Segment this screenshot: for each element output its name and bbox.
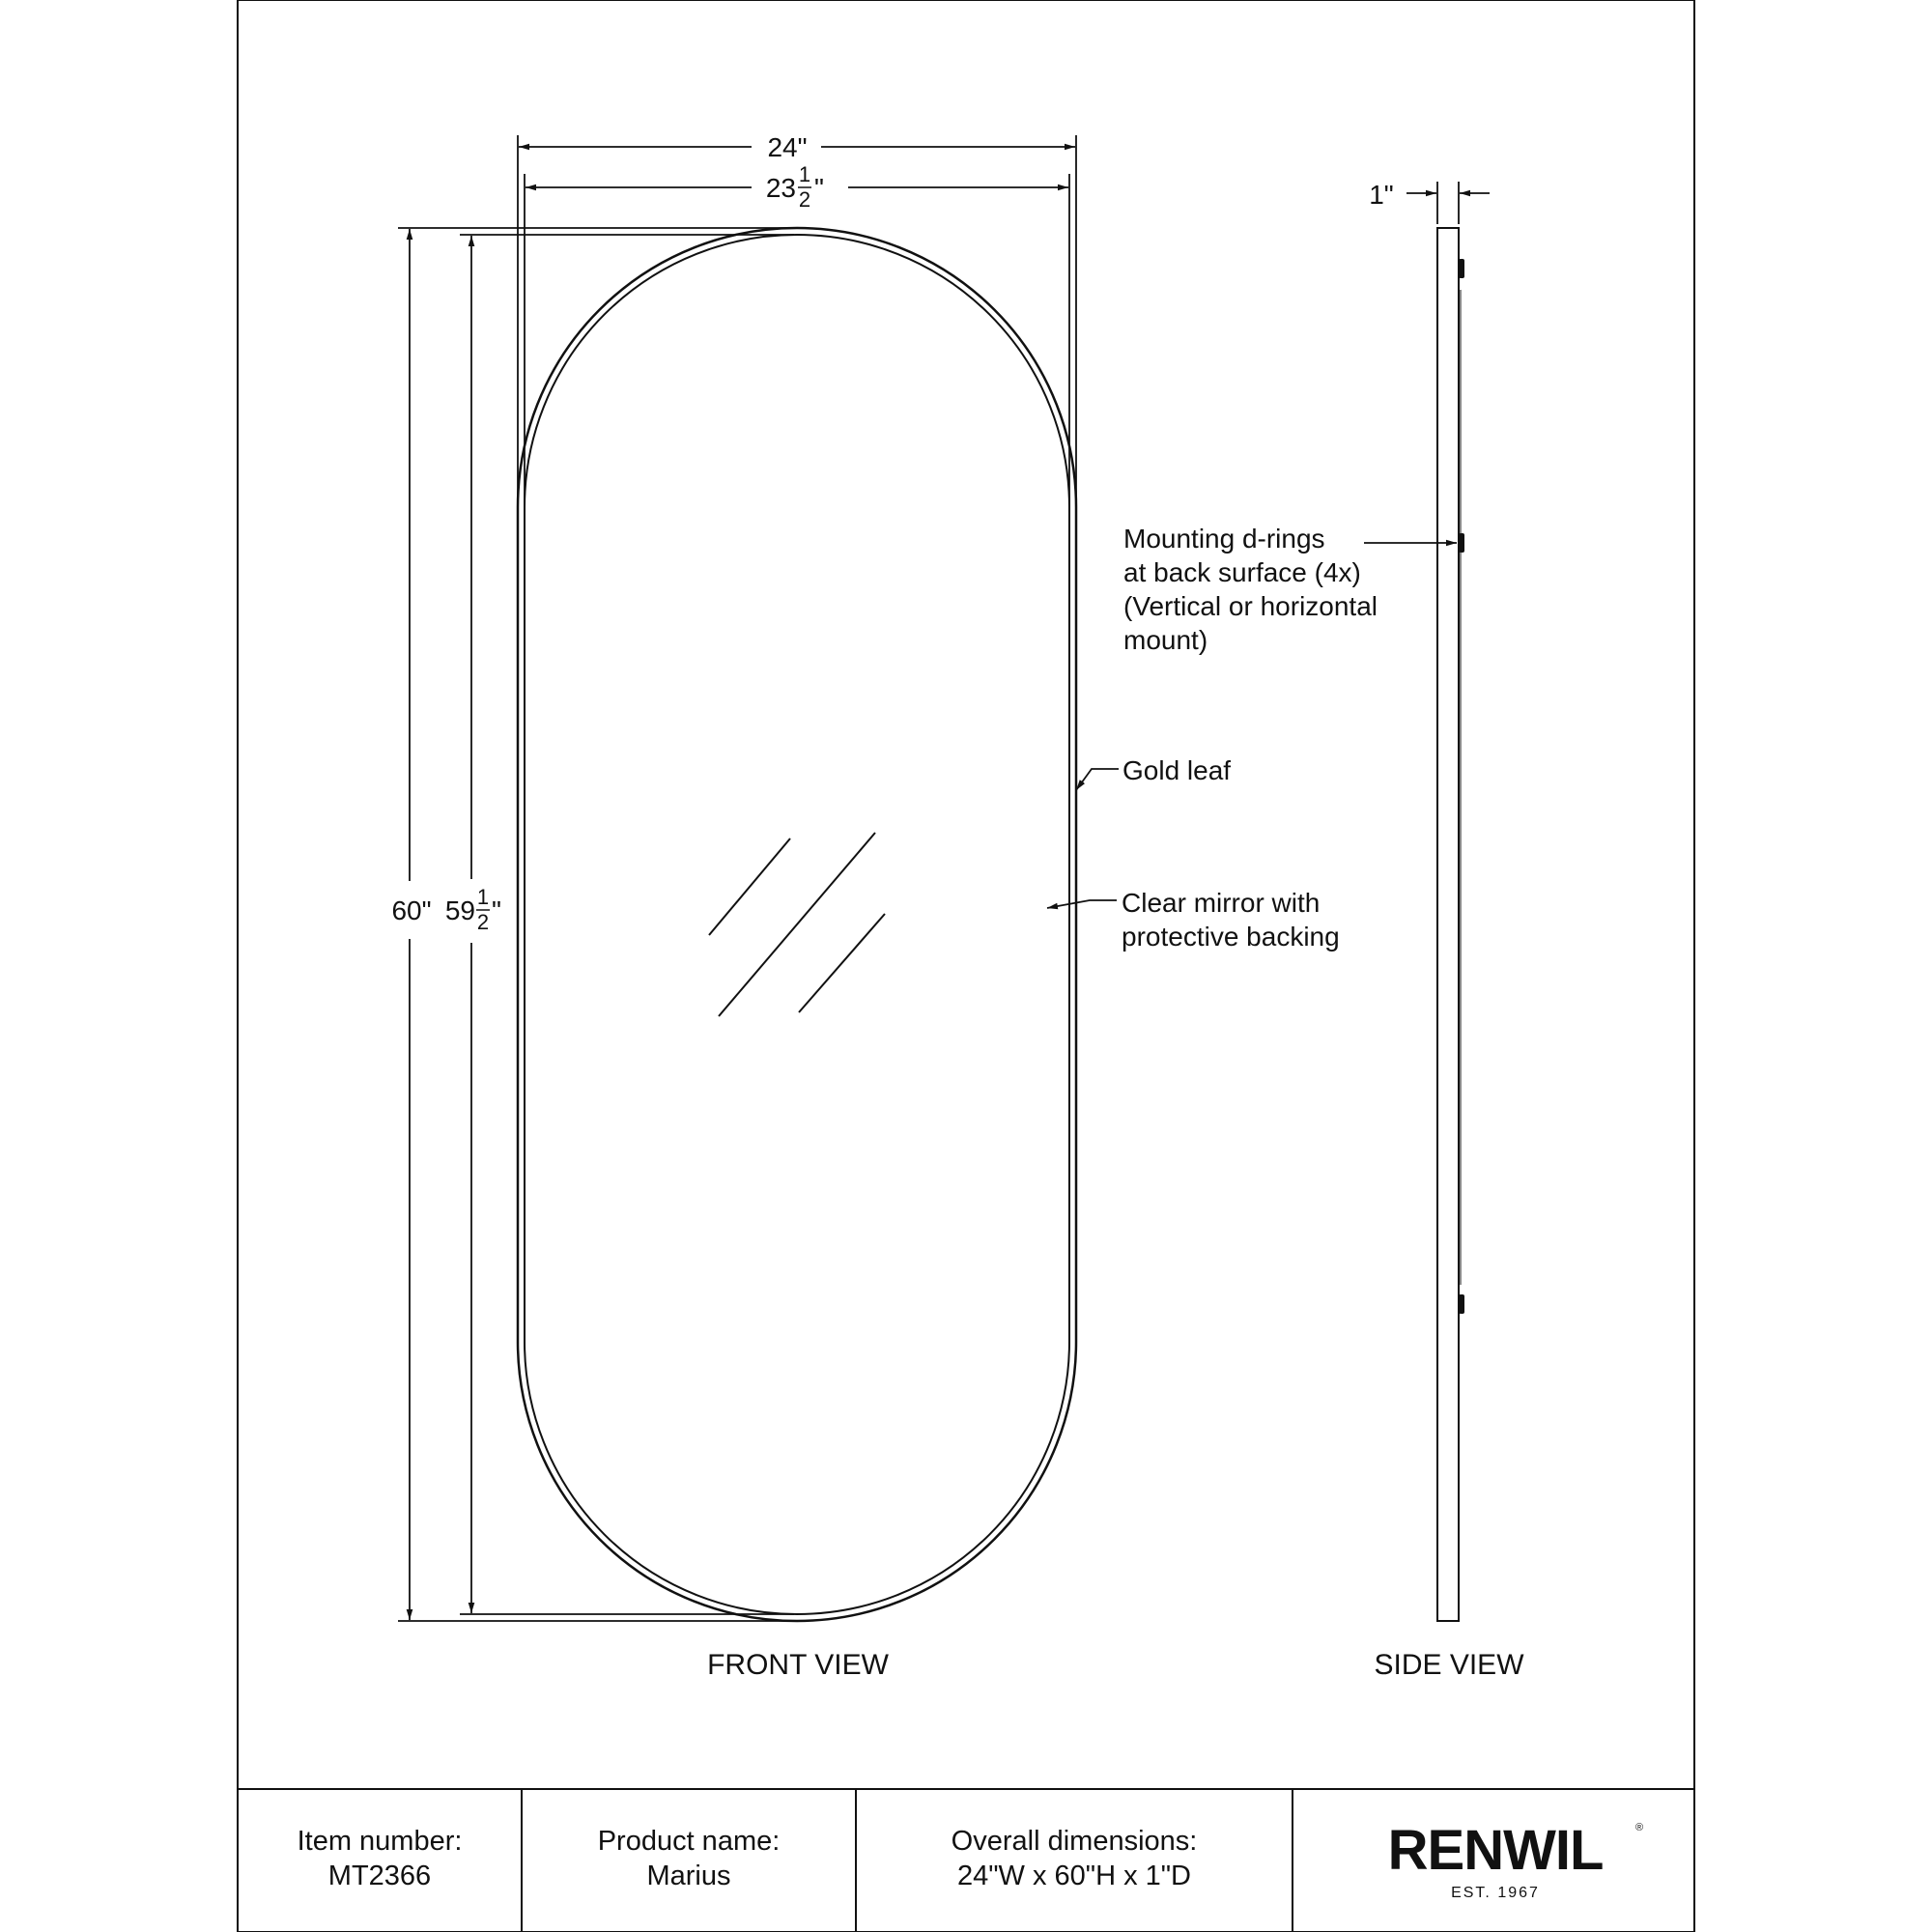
sheet-border	[238, 0, 1694, 1932]
mirror-callout	[1122, 886, 1340, 953]
brand-established: EST. 1967	[1451, 1885, 1540, 1901]
depth-label: 1"	[1369, 180, 1394, 210]
d-ring-middle	[1459, 533, 1464, 553]
d-ring-top	[1459, 259, 1464, 278]
inner-width-fraction-numerator: 1	[798, 162, 811, 186]
inner-width-inch-mark: "	[814, 173, 824, 203]
inner-width-label-whole: 23	[765, 173, 796, 203]
side-view-profile	[1437, 228, 1459, 1621]
item-number-label: Item number:	[297, 1826, 463, 1857]
glass-reflection-line-1	[709, 838, 790, 935]
overall-dimensions-value: 24"W x 60"H x 1"D	[956, 1861, 1191, 1891]
mirror-callout-line-1: Clear mirror with	[1122, 888, 1321, 918]
d-rings-callout	[1123, 522, 1378, 657]
overall-dimensions-cell	[856, 1789, 1293, 1932]
product-name-cell	[522, 1789, 856, 1932]
inner-width-fraction-denominator: 2	[798, 187, 811, 212]
gold-leaf-leader	[1076, 769, 1119, 790]
gold-leaf-callout-text: Gold leaf	[1122, 755, 1232, 785]
glass-reflection-line-2	[719, 833, 875, 1016]
overall-height-label: 60"	[391, 895, 432, 925]
d-rings-callout-line-3: (Vertical or horizontal	[1123, 591, 1378, 621]
side-view-label: SIDE VIEW	[1374, 1649, 1524, 1681]
d-rings-callout-line-2: at back surface (4x)	[1123, 557, 1361, 587]
product-name-label: Product name:	[597, 1826, 781, 1857]
d-rings-callout-line-1: Mounting d-rings	[1123, 524, 1325, 554]
inner-height-fraction-numerator: 1	[476, 885, 490, 909]
glass-reflection-line-3	[799, 914, 885, 1012]
overall-width-label: 24"	[767, 132, 808, 162]
d-ring-bottom	[1459, 1294, 1464, 1314]
brand-registered-mark: ®	[1635, 1822, 1644, 1833]
overall-dimensions-label: Overall dimensions:	[951, 1826, 1198, 1857]
inner-height-inch-mark: "	[492, 895, 501, 925]
front-view-label: FRONT VIEW	[707, 1649, 889, 1681]
brand-logo	[1294, 1789, 1696, 1932]
item-number-value: MT2366	[327, 1861, 432, 1891]
product-name-value: Marius	[646, 1861, 731, 1891]
brand-name: RENWIL	[1387, 1819, 1604, 1882]
inner-height-fraction-denominator: 2	[476, 910, 490, 934]
inner-height-label-whole: 59	[444, 895, 475, 925]
mirror-leader	[1047, 900, 1117, 908]
mirror-callout-line-2: protective backing	[1122, 922, 1340, 952]
d-rings-callout-line-4: mount)	[1123, 625, 1208, 655]
gold-leaf-callout	[1122, 753, 1231, 787]
item-number-cell	[238, 1789, 522, 1932]
